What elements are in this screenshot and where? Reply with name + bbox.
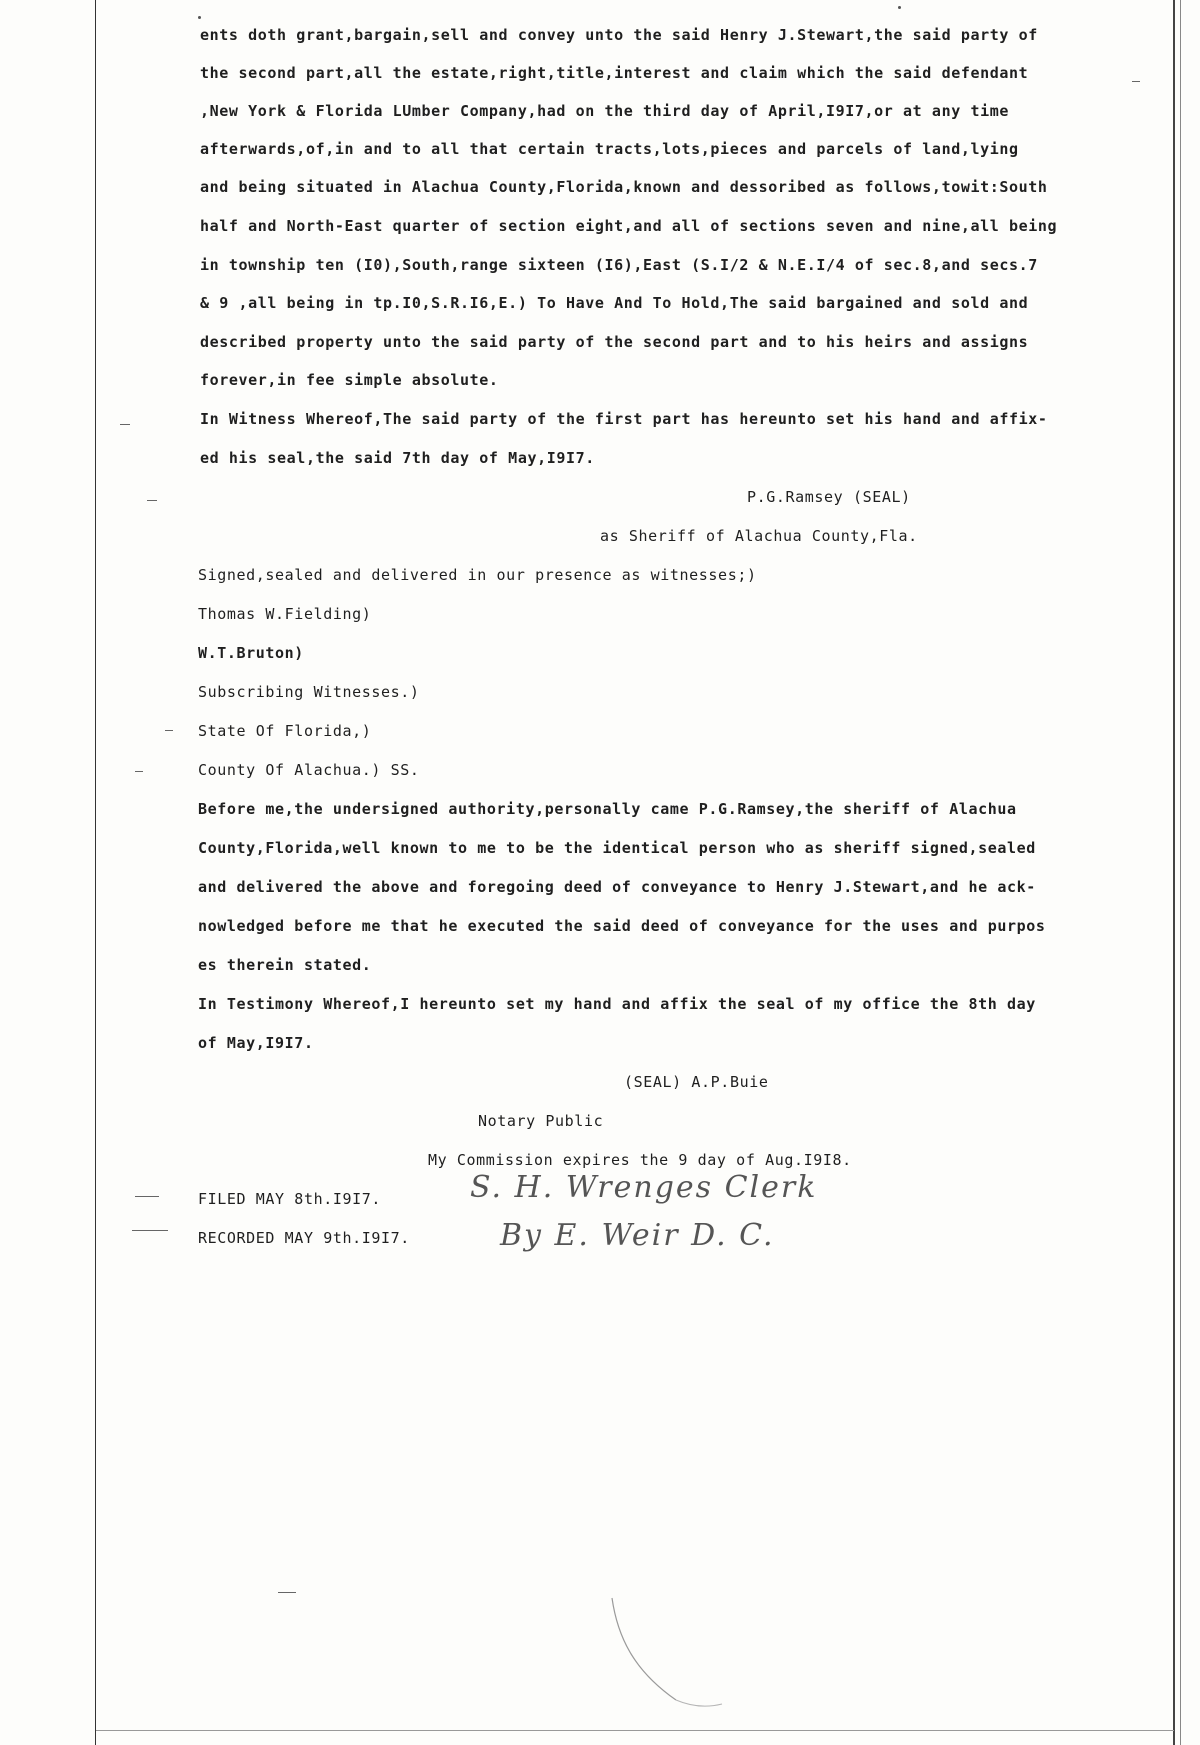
sheriff-signature: P.G.Ramsey (SEAL)	[747, 488, 911, 506]
sheriff-title: as Sheriff of Alachua County,Fla.	[600, 527, 918, 545]
witness-label: Subscribing Witnesses.)	[198, 683, 420, 701]
testimony-line: of May,I9I7.	[198, 1034, 314, 1052]
filed-stamp: FILED MAY 8th.I9I7.	[198, 1190, 381, 1208]
deed-line: afterwards,of,in and to all that certain tracts,lots,pieces and parcels of land,lying	[200, 140, 1019, 158]
deed-line: and being situated in Alachua County,Florida,known and dessoribed as follows,towit:South	[200, 178, 1048, 196]
notary-title: Notary Public	[478, 1112, 604, 1130]
testimony-line: In Testimony Whereof,I hereunto set my hand and affix the seal of my office the 8th day	[198, 995, 1036, 1013]
deed-line: described property unto the said party of the second part and to his heirs and assigns	[200, 333, 1029, 351]
deed-line: & 9 ,all being in tp.I0,S.R.I6,E.) To Have And To Hold,The said bargained and sold and	[200, 294, 1029, 312]
witness-name: W.T.Bruton)	[198, 644, 304, 662]
venue-state: State Of Florida,)	[198, 722, 372, 740]
deed-line: ,New York & Florida LUmber Company,had on the third day of April,I9I7,or at any time	[200, 102, 1009, 120]
acknowledgment-line: County,Florida,well known to me to be the identical person who as sheriff signed,sealed	[198, 839, 1036, 857]
notary-commission: My Commission expires the 9 day of Aug.I9I8.	[428, 1151, 852, 1169]
acknowledgment-line: nowledged before me that he executed the said deed of conveyance for the uses and purpos	[198, 917, 1046, 935]
recorded-stamp: RECORDED MAY 9th.I9I7.	[198, 1229, 410, 1247]
witness-intro: Signed,sealed and delivered in our presence as witnesses;)	[198, 566, 757, 584]
deed-line: half and North-East quarter of section eight,and all of sections seven and nine,all being	[200, 217, 1058, 235]
notary-signature: (SEAL) A.P.Buie	[624, 1073, 769, 1091]
deed-line: in township ten (I0),South,range sixteen (I6),East (S.I/2 & N.E.I/4 of sec.8,and secs.7	[200, 256, 1038, 274]
clerk-signature: S. H. Wrenges Clerk	[470, 1170, 818, 1205]
deed-line: ents doth grant,bargain,sell and convey unto the said Henry J.Stewart,the said party of	[200, 26, 1038, 44]
acknowledgment-line: Before me,the undersigned authority,personally came P.G.Ramsey,the sheriff of Alachua	[198, 800, 1017, 818]
acknowledgment-line: es therein stated.	[198, 956, 372, 974]
venue-county: County Of Alachua.) SS.	[198, 761, 420, 779]
witness-name: Thomas W.Fielding)	[198, 605, 372, 623]
witness-clause-line: In Witness Whereof,The said party of the first part has hereunto set his hand and affix-	[200, 410, 1048, 428]
deed-line: the second part,all the estate,right,title,interest and claim which the said defendant	[200, 64, 1029, 82]
witness-clause-line: ed his seal,the said 7th day of May,I9I7.	[200, 449, 595, 467]
acknowledgment-line: and delivered the above and foregoing deed of conveyance to Henry J.Stewart,and he ack-	[198, 878, 1036, 896]
deputy-clerk-signature: By E. Weir D. C.	[500, 1218, 775, 1253]
deed-line: forever,in fee simple absolute.	[200, 371, 499, 389]
